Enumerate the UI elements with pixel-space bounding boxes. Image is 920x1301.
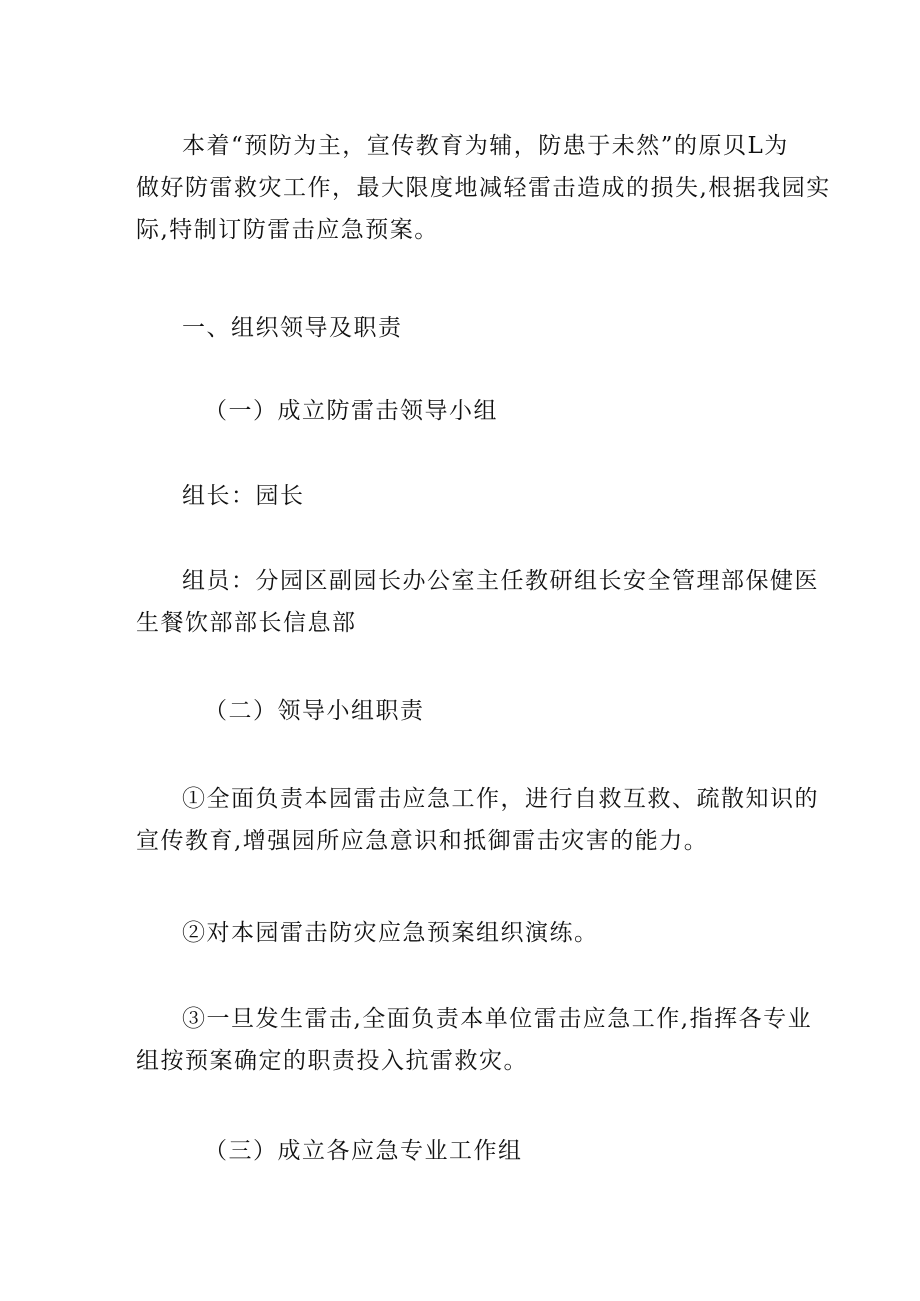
sub-heading-3 (136, 1130, 786, 1172)
sub-heading-1-text: （一）成立防雷击领导小组 (204, 398, 498, 424)
duty-3-line-2: 组按预案确定的职责投入抗雷救灾。 (136, 1048, 528, 1074)
sub-heading-2 (136, 690, 786, 732)
intro-line-3: 际,特制订防雷击应急预案。 (136, 217, 439, 243)
section-heading-1 (136, 307, 786, 349)
duty-2-paragraph (136, 912, 786, 954)
members-paragraph (136, 560, 819, 644)
section-heading-1-text: 一、组织领导及职责 (182, 315, 403, 341)
duty-1-line-1: ①全面负责本园雷击应急工作，进行自救互救、疏散知识的 (182, 786, 819, 812)
duty-3-line-1: ③一旦发生雷击,全面负责本单位雷击应急工作,指挥各专业 (182, 1006, 813, 1032)
intro-paragraph (136, 125, 831, 251)
duty-2-text: ②对本园雷击防灾应急预案组织演练。 (182, 920, 599, 946)
members-line-1: 组员：分园区副园长办公室主任教研组长安全管理部保健医 (182, 568, 819, 594)
members-line-2: 生餐饮部部长信息部 (136, 610, 357, 636)
duty-1-line-2: 宣传教育,增强园所应急意识和抵御雷击灾害的能力。 (136, 828, 709, 854)
duty-3-paragraph (136, 998, 813, 1082)
intro-line-1: 本着“预防为主，宣传教育为辅，防患于未然”的原贝L为 (182, 133, 789, 159)
sub-heading-2-text: （二）领导小组职责 (204, 698, 425, 724)
leader-line (136, 475, 786, 517)
duty-1-paragraph (136, 778, 819, 862)
sub-heading-1 (136, 390, 786, 432)
leader-text: 组长：园长 (182, 483, 305, 509)
intro-line-2: 做好防雷救灾工作，最大限度地减轻雷击造成的损失,根据我园实 (136, 175, 831, 201)
sub-heading-3-text: （三）成立各应急专业工作组 (204, 1138, 523, 1164)
